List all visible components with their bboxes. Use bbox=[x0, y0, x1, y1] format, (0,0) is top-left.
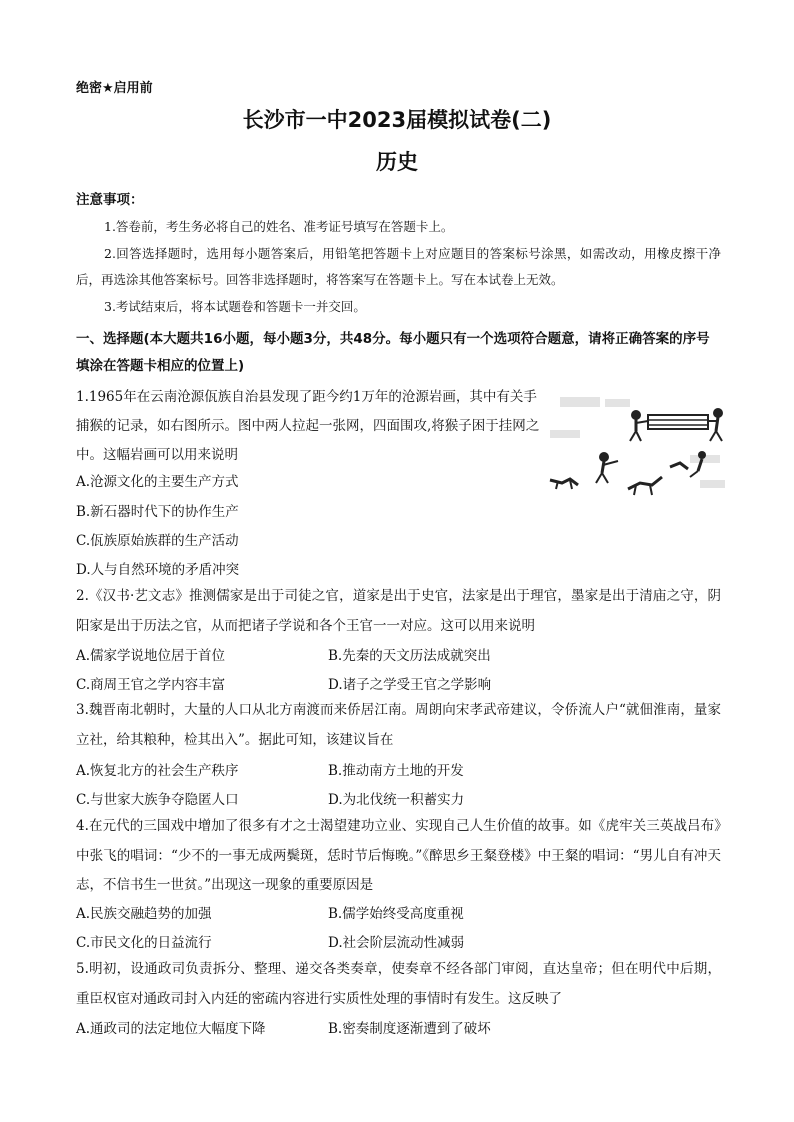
option-d: D.人与自然环境的矛盾冲突 bbox=[76, 562, 240, 578]
option-c: C.市民文化的日益流行 bbox=[76, 935, 212, 951]
exam-subject: 历史 bbox=[376, 150, 418, 174]
notice-heading: 注意事项： bbox=[76, 192, 144, 208]
question-text: 2.《汉书·艺文志》推测儒家是出于司徒之官，道家是出于史官，法家是出于理官，墨家是出于清庙之守，阴阳家是出于历法之官，从而把诸子学说和各个王官一一对应。这可以用来说明 bbox=[76, 588, 721, 634]
option-d: D.为北伐统一积蓄实力 bbox=[328, 792, 465, 808]
question-stem bbox=[76, 582, 721, 641]
option-b: B.密奏制度逐渐遭到了破坏 bbox=[328, 1021, 491, 1037]
option-a: A.儒家学说地位居于首位 bbox=[76, 648, 226, 664]
question-stem bbox=[76, 696, 721, 755]
notice-list bbox=[76, 214, 721, 320]
option-c: C.与世家大族争夺隐匿人口 bbox=[76, 792, 239, 808]
rock-painting-image bbox=[540, 385, 730, 510]
option-a: A.恢复北方的社会生产秩序 bbox=[76, 763, 239, 779]
question-stem bbox=[76, 812, 721, 901]
question-text: 4.在元代的三国戏中增加了很多有才之士渴望建功立业、实现自己人生价值的故事。如《虎牢关三英战吕布》中张飞的唱词：“少不的一事无成两鬓斑，恁时节后悔晚。”《醉思乡王粲登楼》中王粲的唱词：“男儿自有冲天志，不信书生一世贫。”出现这一现象的重要原因是 bbox=[76, 818, 721, 893]
option-a: A.民族交融趋势的加强 bbox=[76, 906, 212, 922]
section-heading: 一、选择题(本大题共16小题，每小题3分，共48分。每小题只有一个选项符合题意，请将正确答案的序号填涂在答题卡相应的位置上) bbox=[76, 331, 710, 374]
option-d: D.诸子之学受王官之学影响 bbox=[328, 677, 492, 693]
question-stem bbox=[76, 955, 721, 1014]
question-text: 3.魏晋南北朝时，大量的人口从北方南渡而来侨居江南。周朗向宋孝武帝建议，令侨流人户“就佃淮南，量家立社，给其粮种，检其出入”。据此可知，该建议旨在 bbox=[76, 702, 721, 748]
option-a: A.通政司的法定地位大幅度下降 bbox=[76, 1021, 266, 1037]
option-d: D.社会阶层流动性减弱 bbox=[328, 935, 465, 951]
option-b: B.先秦的天文历法成就突出 bbox=[328, 648, 491, 664]
secret-label: 绝密★启用前 bbox=[76, 81, 153, 96]
exam-title: 长沙市一中2023届模拟试卷(二) bbox=[242, 108, 552, 132]
option-b: B.新石器时代下的协作生产 bbox=[76, 504, 239, 520]
question-text: 1.1965年在云南沧源佤族自治县发现了距今约1万年的沧源岩画，其中有关手捕猴的记录，如右图所示。图中两人拉起一张网，四面围攻,将猴子困于挂网之中。这幅岩画可以用来说明 bbox=[76, 389, 540, 463]
option-b: B.儒学始终受高度重视 bbox=[328, 906, 464, 922]
question-text: 5.明初，设通政司负责拆分、整理、递交各类奏章，使奏章不经各部门审阅，直达皇帝；但在明代中后期，重臣权宦对通政司封入内廷的密疏内容进行实质性处理的事情时有发生。这反映了 bbox=[76, 961, 721, 1007]
option-a: A.沧源文化的主要生产方式 bbox=[76, 474, 239, 490]
notice-item: 1.答卷前，考生务必将自己的姓名、准考证号填写在答题卡上。 bbox=[104, 219, 454, 234]
notice-item: 2.回答选择题时，选用每小题答案后，用铅笔把答题卡上对应题目的答案标号涂黑，如需改动，用橡皮擦干净后，再选涂其他答案标号。回答非选择题时，将答案写在答题卡上。写在本试卷上无效。 bbox=[76, 245, 721, 287]
question-stem bbox=[76, 383, 546, 470]
option-c: C.商周王官之学内容丰富 bbox=[76, 677, 226, 693]
option-b: B.推动南方土地的开发 bbox=[328, 763, 464, 779]
option-c: C.佤族原始族群的生产活动 bbox=[76, 533, 239, 549]
notice-item: 3.考试结束后，将本试题卷和答题卡一并交回。 bbox=[104, 298, 366, 314]
